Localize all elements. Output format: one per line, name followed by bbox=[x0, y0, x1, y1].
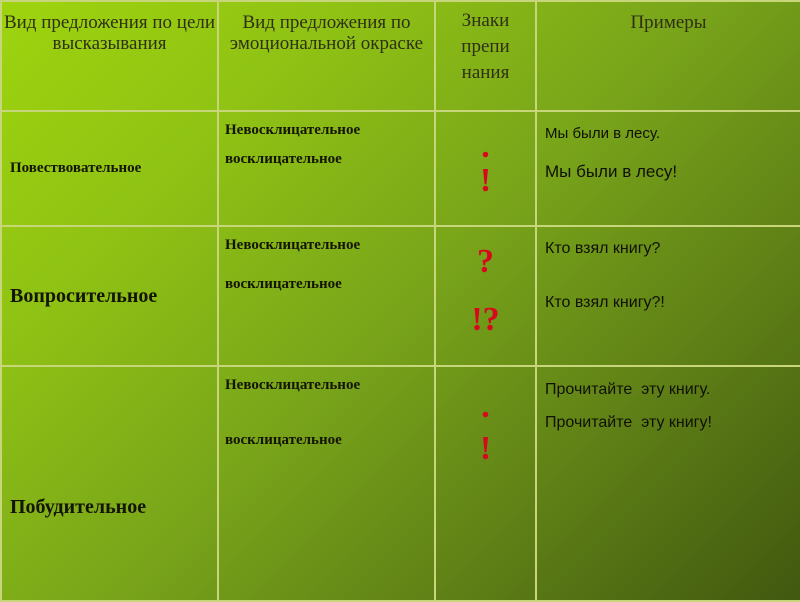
emotion-cell bbox=[218, 366, 435, 601]
emotion-non-exclamatory: Невосклицательное bbox=[225, 237, 361, 253]
sentence-type-interrogative bbox=[1, 226, 218, 366]
header-signs bbox=[435, 1, 536, 111]
table-row bbox=[1, 226, 800, 366]
emotion-exclamatory: восклицательное bbox=[225, 432, 342, 448]
emotion-exclamatory: восклицательное bbox=[225, 151, 342, 167]
example-text: Прочитайте эту книгу! bbox=[545, 414, 712, 431]
emotion-exclamatory: восклицательное bbox=[225, 276, 342, 292]
punctuation-cell bbox=[435, 226, 536, 366]
punctuation-mark: !? bbox=[471, 301, 500, 338]
example-text: Мы были в лесу. bbox=[545, 125, 661, 142]
punctuation-mark: ? bbox=[477, 243, 494, 280]
example-text: Прочитайте эту книгу. bbox=[545, 381, 711, 398]
header-purpose bbox=[1, 1, 218, 111]
example-text: Кто взял книгу? bbox=[545, 240, 661, 257]
sentence-type-imperative bbox=[1, 366, 218, 601]
header-examples bbox=[536, 1, 800, 111]
header-signs-text: Знаки препи нания bbox=[461, 10, 510, 83]
header-emotion bbox=[218, 1, 435, 111]
header-row bbox=[1, 1, 800, 111]
header-emotion-text: Вид предложения по эмоциональной окраске bbox=[229, 12, 424, 54]
punctuation-mark: ! bbox=[479, 430, 492, 467]
table-row bbox=[1, 366, 800, 601]
punctuation-mark: . bbox=[481, 128, 490, 165]
example-text: Кто взял книгу?! bbox=[545, 294, 665, 311]
header-purpose-text: Вид предложения по цели высказывания bbox=[3, 12, 216, 54]
sentence-type-label: Повествовательное bbox=[10, 160, 142, 176]
sentence-type-declarative bbox=[1, 111, 218, 226]
punctuation-mark: . bbox=[481, 388, 490, 425]
examples-cell bbox=[536, 111, 800, 226]
emotion-non-exclamatory: Невосклицательное bbox=[225, 122, 361, 138]
sentence-type-label: Вопросительное bbox=[10, 284, 158, 307]
example-text: Мы были в лесу! bbox=[545, 162, 678, 181]
punctuation-mark: ! bbox=[479, 162, 492, 199]
examples-cell bbox=[536, 366, 800, 601]
punctuation-cell bbox=[435, 111, 536, 226]
examples-cell bbox=[536, 226, 800, 366]
header-examples-text: Примеры bbox=[630, 12, 707, 33]
emotion-cell bbox=[218, 111, 435, 226]
table-row bbox=[1, 111, 800, 226]
sentence-type-label: Побудительное bbox=[10, 495, 147, 518]
punctuation-cell bbox=[435, 366, 536, 601]
emotion-cell bbox=[218, 226, 435, 366]
emotion-non-exclamatory: Невосклицательное bbox=[225, 377, 361, 393]
